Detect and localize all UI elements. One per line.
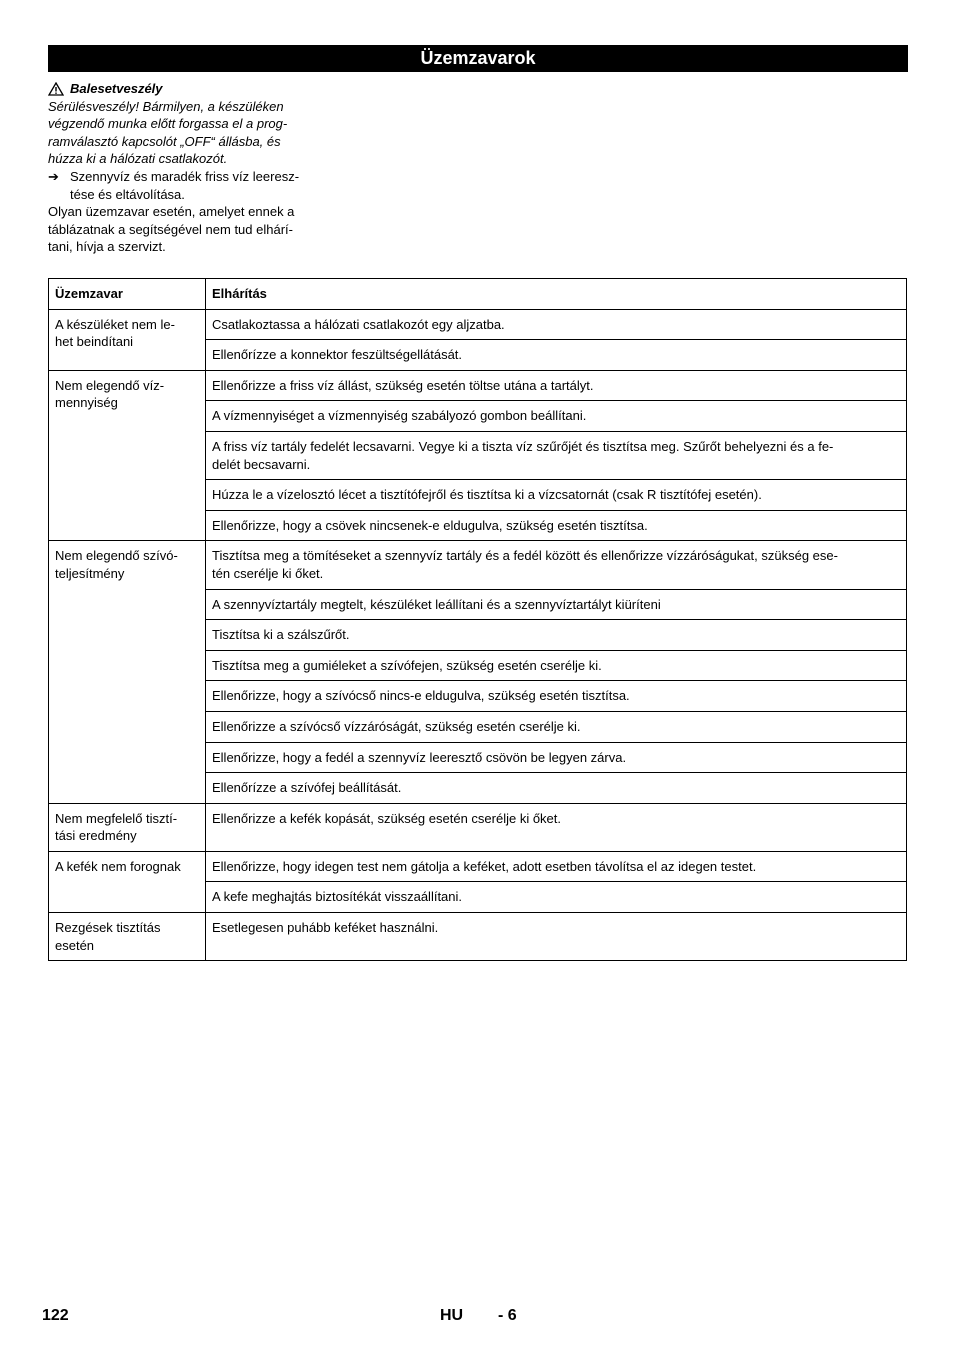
- remedy-cell: Ellenőrizze a kefék kopását, szükség esetén cserélje ki őket.: [206, 803, 907, 851]
- remedy-cell: Ellenőrizze, hogy a szívócső nincs-e eldugulva, szükség esetén tisztítsa.: [206, 681, 907, 712]
- remedy-cell: Ellenőrízze a konnektor feszültségellátását.: [206, 340, 907, 371]
- remedy-cell: Ellenőrizze, hogy idegen test nem gátolja a keféket, adott esetben távolítsa el az idegen testet.: [206, 851, 907, 882]
- warning-heading-row: [48, 80, 328, 98]
- fault-cell: Nem megfelelő tisztí- tási eredmény: [49, 803, 206, 851]
- warning-text: Sérülésveszély! Bármilyen, a készüléken végzendő munka előtt forgassa el a prog- ramválasztó kapcsolót „OFF“ állásba, és húzza ki a hálózati csatlakozót.: [48, 98, 288, 167]
- remedy-cell: Csatlakoztassa a hálózati csatlakozót egy aljzatba.: [206, 309, 907, 340]
- remedy-cell: A szennyvíztartály megtelt, készüléket leállítani és a szennyvíztartályt kiüríteni: [206, 589, 907, 620]
- remedy-cell: Esetlegesen puhább keféket használni.: [206, 913, 907, 961]
- table-row: [49, 370, 907, 401]
- fault-cell: Nem elegendő szívó- teljesítmény: [49, 541, 206, 803]
- remedy-cell: Ellenőrizze, hogy a csövek nincsenek-e eldugulva, szükség esetén tisztítsa.: [206, 510, 907, 541]
- remedy-cell: Ellenőrízze a szívófej beállítását.: [206, 773, 907, 804]
- intro-text: Olyan üzemzavar esetén, amelyet ennek a táblázatnak a segítségével nem tud elhárí- tani, hívja a szervizt.: [48, 204, 295, 255]
- remedy-cell: Tisztítsa meg a gumiéleket a szívófejen, szükség esetén cserélje ki.: [206, 650, 907, 681]
- language-code: HU: [440, 1307, 464, 1324]
- page-number: 122: [42, 1307, 69, 1324]
- warning-triangle-icon: [48, 82, 64, 96]
- column-header-fault: Üzemzavar: [49, 279, 206, 310]
- warning-heading: Balesetveszély: [70, 81, 163, 96]
- remedy-cell: Tisztítsa meg a tömítéseket a szennyvíz tartály és a fedél között és ellenőrizze vízzáróságukat, szükség ese- tén cserélje ki őket.: [206, 541, 907, 589]
- troubleshooting-table: [48, 278, 907, 961]
- column-header-remedy: Elhárítás: [206, 279, 907, 310]
- remedy-cell: Ellenőrizze a friss víz állást, szükség esetén töltse utána a tartályt.: [206, 370, 907, 401]
- fault-cell: Nem elegendő víz- mennyiség: [49, 370, 206, 541]
- table-row: [49, 803, 907, 851]
- remedy-cell: Ellenőrizze a szívócső vízzáróságát, szükség esetén cserélje ki.: [206, 711, 907, 742]
- remedy-cell: Húzza le a vízelosztó lécet a tisztítófejről és tisztítsa ki a vízcsatornát (csak R tisztítófej esetén).: [206, 480, 907, 511]
- remedy-cell: A kefe meghajtás biztosítékát visszaállítani.: [206, 882, 907, 913]
- table-row: [49, 851, 907, 882]
- step-item: [48, 168, 328, 203]
- table-row: [49, 309, 907, 340]
- remedy-cell: Ellenőrizze, hogy a fedél a szennyvíz leeresztő csövön be legyen zárva.: [206, 742, 907, 773]
- intro-column: [48, 80, 328, 256]
- table-header-row: [49, 279, 907, 310]
- table-row: [49, 913, 907, 961]
- remedy-cell: A vízmennyiséget a vízmennyiség szabályozó gombon beállítani.: [206, 401, 907, 432]
- section-page: - 6: [498, 1307, 517, 1324]
- remedy-cell: A friss víz tartály fedelét lecsavarni. Vegye ki a tiszta víz szűrőjét és tisztítsa meg. Szűrőt behelyezni és a fe- delét becsavarni.: [206, 431, 907, 479]
- table-row: [49, 541, 907, 589]
- fault-cell: A kefék nem forognak: [49, 851, 206, 912]
- fault-cell: A készüléket nem le- het beindítani: [49, 309, 206, 370]
- section-title: Üzemzavarok: [48, 45, 908, 72]
- remedy-cell: Tisztítsa ki a szálszűrőt.: [206, 620, 907, 651]
- step-text: Szennyvíz és maradék friss víz leeresz- tése és eltávolítása.: [70, 168, 300, 202]
- arrow-right-icon: ➔: [48, 168, 59, 184]
- fault-cell: Rezgések tisztítás esetén: [49, 913, 206, 961]
